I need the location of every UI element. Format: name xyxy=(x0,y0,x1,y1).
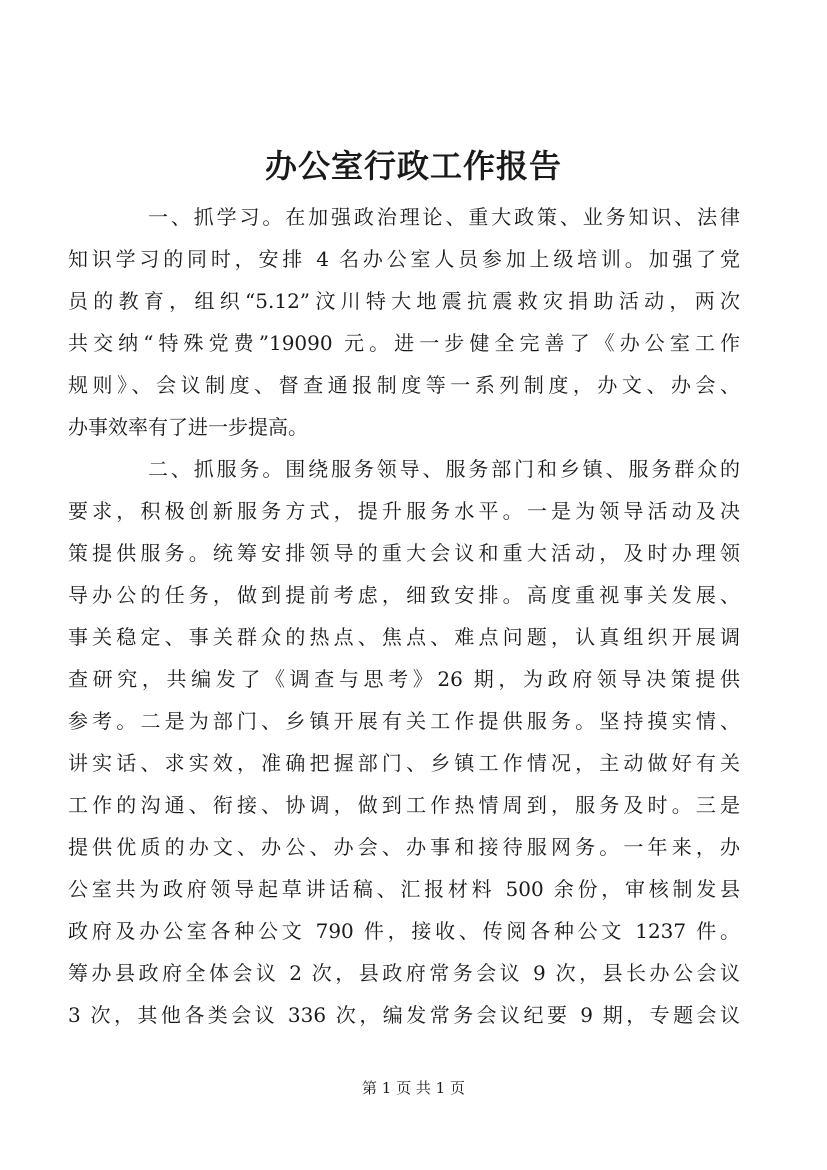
text-line: 规则》、会议制度、督查通报制度等一系列制度，办文、办会、 xyxy=(68,373,740,397)
text-line: 导办公的任务，做到提前考虑，细致安排。高度重视事关发展、 xyxy=(68,583,740,607)
text-line: 策提供服务。统筹安排领导的重大会议和重大活动，及时办理领 xyxy=(68,541,740,565)
text-line: 提供优质的办文、办公、办会、办事和接待服网务。一年来，办 xyxy=(68,835,740,859)
page-number-footer: 第 1 页 共 1 页 xyxy=(362,1079,465,1097)
text-line: 参考。二是为部门、乡镇开展有关工作提供服务。坚持摸实情、 xyxy=(68,709,740,733)
text-line: 筹办县政府全体会议 2 次，县政府常务会议 9 次，县长办公会议 xyxy=(68,961,740,985)
text-line: 一、抓学习。在加强政治理论、重大政策、业务知识、法律 xyxy=(148,205,740,229)
text-line: 办事效率有了进一步提高。 xyxy=(68,415,308,439)
document-title: 办公室行政工作报告 xyxy=(264,147,562,185)
document-body xyxy=(68,196,740,1036)
text-line: 政府及办公室各种公文 790 件，接收、传阅各种公文 1237 件。 xyxy=(68,919,740,943)
text-line: 要求，积极创新服务方式，提升服务水平。一是为领导活动及决 xyxy=(68,499,740,523)
text-line: 共交纳“特殊党费”19090 元。进一步健全完善了《办公室工作 xyxy=(68,331,740,355)
text-line: 3 次，其他各类会议 336 次，编发常务会议纪要 9 期，专题会议 xyxy=(68,1003,740,1027)
text-line: 二、抓服务。围绕服务领导、服务部门和乡镇、服务群众的 xyxy=(148,457,740,481)
text-line: 员的教育，组织“5.12”汶川特大地震抗震救灾捐助活动，两次 xyxy=(68,289,740,313)
text-line: 查研究，共编发了《调查与思考》26 期，为政府领导决策提供 xyxy=(68,667,740,691)
text-line: 讲实话、求实效，准确把握部门、乡镇工作情况，主动做好有关 xyxy=(68,751,740,775)
text-line: 工作的沟通、衔接、协调，做到工作热情周到，服务及时。三是 xyxy=(68,793,740,817)
paragraph-service xyxy=(68,448,740,1036)
paragraph-study xyxy=(68,196,740,448)
text-line: 知识学习的同时，安排 4 名办公室人员参加上级培训。加强了党 xyxy=(68,247,740,271)
text-line: 公室共为政府领导起草讲话稿、汇报材料 500 余份，审核制发县 xyxy=(68,877,740,901)
text-line: 事关稳定、事关群众的热点、焦点、难点问题，认真组织开展调 xyxy=(68,625,740,649)
